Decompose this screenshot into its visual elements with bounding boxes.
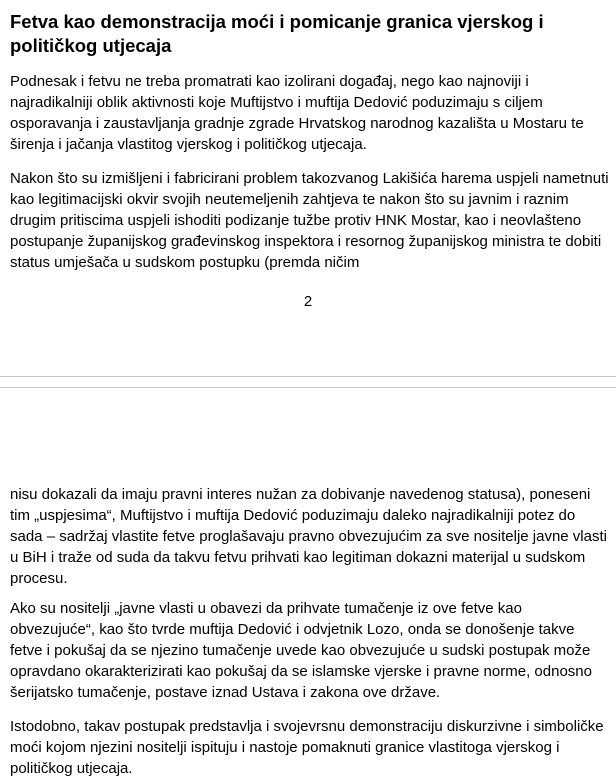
page-number: 2	[303, 293, 313, 310]
paragraph: nisu dokazali da imaju pravni interes nužan za dobivanje navedenog statusa), poneseni tim „uspjesima“, Muftijstvo i muftija Dedović poduzimaju daleko najradikalniji potez do sada – sadržaj vlastite fetve proglašavaju pravno obvezujućim za sve nositelje javne vlasti u BiH i traže od suda da takvu fetvu prihvati kao legitiman dokazni materijal u sudskom procesu.	[10, 486, 607, 587]
paragraph: Podnesak i fetvu ne treba promatrati kao izolirani događaj, nego kao najnoviji i najradikalniji oblik aktivnosti koje Muftijstvo i muftija Dedović poduzimaju s ciljem osporavanja i zaustavljanja gradnje zgrade Hrvatskog narodnog kazališta u Mostaru te širenja i jačanja vlastitog vjerskog i političkog utjecaja.	[10, 73, 584, 153]
paragraph: Ako su nositelji „javne vlasti u obavezi da prihvate tumačenje iz ove fetve kao obvezujuće“, kao što tvrde muftija Dedović i odvjetnik Lozo, onda se donošenje takve fetve i pokušaj da se njezino tumačenje uvede kao obvezujuće u sudski postupak može opravdano okarakterizirati kao pokušaj da se islamske vjerske i pravne norme, odnosno šerijatsko tumačenje, postave iznad Ustava i zakona ove države.	[10, 600, 592, 701]
document-page-1	[0, 0, 616, 376]
document-page-2	[0, 388, 616, 782]
section-heading: Fetva kao demonstracija moći i pomicanje granica vjerskog i političkog utjecaja	[10, 11, 544, 56]
paragraph: Nakon što su izmišljeni i fabricirani problem takozvanog Lakišića harema uspjeli nametnuti kao legitimacijski okvir svojih neutemeljenih zahtjeva te nakon što su javnim i raznim drugim pritiscima uspjeli ishoditi podizanje tužbe protiv HNK Mostar, kao i neovlašteno postupanje županijskog građevinskog inspektora i resornog županijskog ministra te dobiti status umješača u sudskom postupku (premda ničim	[10, 170, 609, 271]
paragraph: Istodobno, takav postupak predstavlja i svojevrsnu demonstraciju diskurzivne i simboličke moći kojom njezini nositelji ispituju i nastoje pomaknuti granice vlastitoga vjerskog i političkog utjecaja.	[10, 718, 604, 777]
page-separator	[0, 376, 616, 388]
